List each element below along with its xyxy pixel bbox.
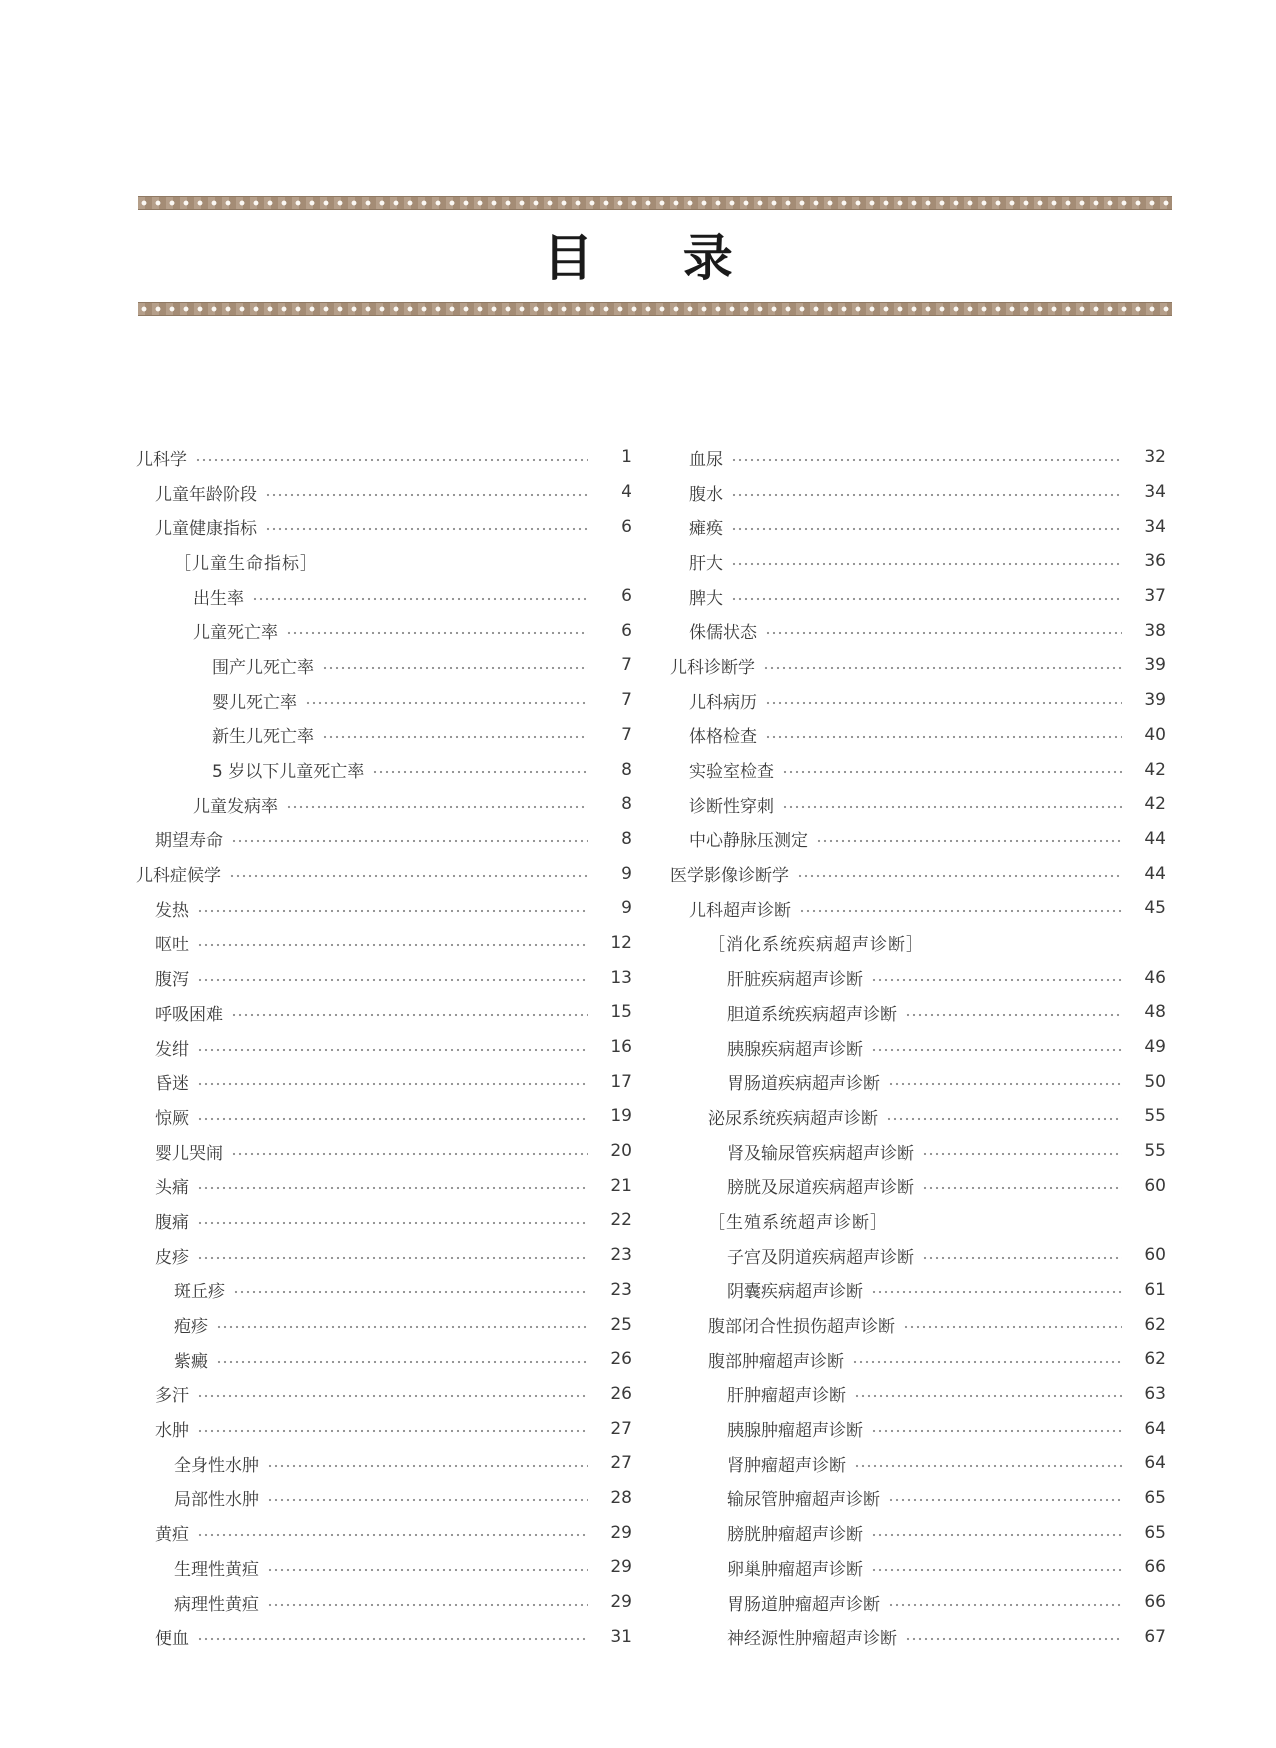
dot-leader [267,1559,588,1576]
dot-leader [286,796,588,813]
dot-leader [871,1420,1122,1437]
dot-leader [765,726,1122,743]
dot-leader [267,1455,588,1472]
toc-page-number: 23 [610,1279,632,1300]
toc-entry[interactable] [136,787,632,822]
dot-leader [888,1594,1122,1611]
toc-entry[interactable] [136,856,632,891]
toc-entry-title: 腹水 [689,484,723,505]
dot-leader [799,900,1122,917]
toc-entry[interactable] [670,1030,1166,1065]
toc-entry-title: 肝大 [689,553,723,574]
toc-page-number: 21 [610,1175,632,1196]
toc-entry-title: 发绀 [155,1039,189,1060]
toc-section-heading [670,1203,1166,1238]
toc-entry[interactable] [136,1550,632,1585]
toc-page-number: 12 [610,932,632,953]
toc-entry[interactable] [670,718,1166,753]
dot-leader [197,1177,588,1194]
dot-leader [197,969,588,986]
dot-leader [852,1351,1122,1368]
toc-page-number: 46 [1144,967,1166,988]
toc-entry-title: 全身性水肿 [174,1455,259,1476]
page-title: 目 录 [543,228,769,287]
toc-page-number: 60 [1144,1245,1166,1266]
toc-entry-title: 多汗 [155,1386,189,1407]
toc-entry[interactable] [136,995,632,1030]
toc-entry[interactable] [670,960,1166,995]
dot-leader [216,1351,588,1368]
toc-entry-title: 胃肠道疾病超声诊断 [727,1074,880,1095]
toc-entry-title: 腹部肿瘤超声诊断 [708,1351,844,1372]
toc-entry-title: 肝肿瘤超声诊断 [727,1386,846,1407]
toc-page-number: 39 [1144,690,1166,711]
toc-entry-title: 病理性黄疸 [174,1594,259,1615]
dot-leader [195,449,588,466]
toc-page-number: 7 [621,655,632,676]
toc-entry-title: 腹泻 [155,970,189,991]
toc-entry-title: 发热 [155,900,189,921]
toc-section-heading [136,544,632,579]
toc-entry[interactable] [670,752,1166,787]
toc-entry-title: 头痛 [155,1178,189,1199]
dot-leader [286,622,588,639]
toc-entry-title: ［儿童生命指标］ [174,553,318,574]
dot-leader [197,1385,588,1402]
dot-leader [197,1420,588,1437]
dot-leader [731,484,1122,501]
toc-entry-title: 婴儿死亡率 [212,692,297,713]
toc-entry[interactable] [670,1481,1166,1516]
toc-entry[interactable] [670,613,1166,648]
dot-leader [197,1524,588,1541]
toc-entry-title: 婴儿哭闹 [155,1143,223,1164]
toc-entry-title: 肾及输尿管疾病超声诊断 [727,1143,914,1164]
toc-entry[interactable] [136,1030,632,1065]
toc-entry-title: 围产儿死亡率 [212,657,314,678]
toc-entry[interactable] [670,440,1166,475]
toc-entry[interactable] [136,1515,632,1550]
toc-entry[interactable] [670,475,1166,510]
toc-entry[interactable] [670,1307,1166,1342]
toc-entry-title: 实验室检查 [689,762,774,783]
dot-leader [267,1594,588,1611]
toc-entry-title: 侏儒状态 [689,623,757,644]
toc-page-number: 20 [610,1141,632,1162]
toc-entry[interactable] [136,1342,632,1377]
dot-leader [372,761,588,778]
toc-page-number: 27 [610,1418,632,1439]
dot-leader [731,553,1122,570]
toc-page-number: 38 [1144,620,1166,641]
toc-page-number: 6 [621,516,632,537]
toc-entry[interactable] [136,1585,632,1620]
dot-leader [854,1455,1122,1472]
toc-entry-title: 肾肿瘤超声诊断 [727,1455,846,1476]
dot-leader [888,1489,1122,1506]
toc-entry-title: 胰腺疾病超声诊断 [727,1039,863,1060]
toc-entry-title: ［消化系统疾病超声诊断］ [708,935,924,956]
dot-leader [731,449,1122,466]
dot-leader [765,622,1122,639]
toc-entry-title: 儿童发病率 [193,796,278,817]
toc-entry-title: 儿科超声诊断 [689,900,791,921]
toc-column-left [136,440,632,1654]
toc-page-number: 64 [1144,1453,1166,1474]
toc-entry[interactable] [670,856,1166,891]
toc-page-number: 29 [610,1592,632,1613]
dot-leader [322,657,588,674]
toc-page-number: 34 [1144,516,1166,537]
toc-page-number: 45 [1144,898,1166,919]
toc-entry[interactable] [136,1238,632,1273]
dot-leader [252,588,588,605]
dot-leader [922,1143,1122,1160]
toc-entry[interactable] [670,579,1166,614]
toc-page-number: 62 [1144,1349,1166,1370]
toc-entry-title: 神经源性肿瘤超声诊断 [727,1629,897,1650]
toc-page-number: 31 [610,1626,632,1647]
toc-entry-title: 5 岁以下儿童死亡率 [212,762,365,783]
dot-leader [905,1628,1122,1645]
toc-entry[interactable] [670,1550,1166,1585]
toc-entry[interactable] [136,752,632,787]
dot-leader [922,1247,1122,1264]
toc-entry[interactable] [136,613,632,648]
toc-entry[interactable] [136,1619,632,1654]
dot-leader [871,1039,1122,1056]
toc-column-right [670,440,1166,1654]
toc-entry-title: 儿童健康指标 [155,519,257,540]
toc-page-number: 16 [610,1037,632,1058]
toc-page-number: 42 [1144,759,1166,780]
toc-page-number: 1 [621,447,632,468]
dot-leader [731,588,1122,605]
dot-leader [782,796,1122,813]
toc-entry[interactable] [670,1238,1166,1273]
toc-entry-title: 出生率 [193,588,244,609]
toc-page-number: 64 [1144,1418,1166,1439]
toc-entry-title: 局部性水肿 [174,1490,259,1511]
dot-leader [197,1628,588,1645]
dot-leader [197,900,588,917]
toc-entry-title: 呕吐 [155,935,189,956]
dot-leader [322,726,588,743]
dot-leader [305,692,588,709]
toc-entry-title: 胆道系统疾病超声诊断 [727,1004,897,1025]
toc-page-number: 44 [1144,828,1166,849]
dot-leader [905,1004,1122,1021]
toc-entry-title: 儿科病历 [689,692,757,713]
toc-page-number: 62 [1144,1314,1166,1335]
toc-page-number: 4 [621,482,632,503]
dot-leader [782,761,1122,778]
toc-page-number: 29 [610,1522,632,1543]
dot-leader [903,1316,1122,1333]
toc-entry-title: 阴囊疾病超声诊断 [727,1282,863,1303]
toc-page-number: 39 [1144,655,1166,676]
toc-entry[interactable] [670,787,1166,822]
dot-leader [197,934,588,951]
toc-entry-title: ［生殖系统超声诊断］ [708,1212,888,1233]
toc-entry[interactable] [136,1134,632,1169]
toc-page-number: 17 [610,1071,632,1092]
toc-page-number: 60 [1144,1175,1166,1196]
dot-leader [731,518,1122,535]
toc-page-number: 15 [610,1002,632,1023]
toc-page-number: 32 [1144,447,1166,468]
toc-entry[interactable] [670,1585,1166,1620]
dot-leader [871,1524,1122,1541]
toc-entry[interactable] [670,1168,1166,1203]
toc-page-number: 29 [610,1557,632,1578]
toc-page-number: 61 [1144,1279,1166,1300]
dot-leader [871,969,1122,986]
toc-entry-title: 腹部闭合性损伤超声诊断 [708,1317,895,1338]
toc-entry-title: 儿童年龄阶段 [155,484,257,505]
toc-entry-title: 便血 [155,1629,189,1650]
toc-page-number: 44 [1144,863,1166,884]
toc-entry[interactable] [670,1515,1166,1550]
toc-page-number: 7 [621,690,632,711]
dot-leader [871,1559,1122,1576]
toc-entry-title: 体格检查 [689,727,757,748]
toc-entry[interactable] [670,544,1166,579]
toc-entry[interactable] [670,822,1166,857]
toc-entry[interactable] [670,1446,1166,1481]
dot-leader [886,1108,1122,1125]
toc-entry[interactable] [670,1134,1166,1169]
toc-entry[interactable] [136,509,632,544]
toc-entry-title: 膀胱肿瘤超声诊断 [727,1525,863,1546]
toc-entry-title: 斑丘疹 [174,1282,225,1303]
toc-entry[interactable] [136,960,632,995]
toc-entry[interactable] [670,1377,1166,1412]
toc-page-number: 6 [621,586,632,607]
toc-entry[interactable] [670,1064,1166,1099]
toc-page-number: 50 [1144,1071,1166,1092]
dot-leader [854,1385,1122,1402]
toc-page-number: 34 [1144,482,1166,503]
toc-entry-title: 泌尿系统疾病超声诊断 [708,1108,878,1129]
ornamental-border-bottom [138,302,1172,316]
toc-section-heading [670,926,1166,961]
toc-entry[interactable] [136,1203,632,1238]
toc-page-number: 28 [610,1487,632,1508]
toc-entry[interactable] [670,1411,1166,1446]
toc-entry-title: 皮疹 [155,1247,189,1268]
toc-entry-title: 胃肠道肿瘤超声诊断 [727,1594,880,1615]
toc-page-number: 40 [1144,724,1166,745]
dot-leader [197,1039,588,1056]
toc-entry-title: 医学影像诊断学 [670,866,789,887]
toc-page-number: 66 [1144,1592,1166,1613]
toc-entry[interactable] [136,1377,632,1412]
dot-leader [231,1143,588,1160]
toc-entry-title: 惊厥 [155,1108,189,1129]
dot-leader [265,484,588,501]
toc-page-number: 13 [610,967,632,988]
dot-leader [765,692,1122,709]
dot-leader [888,1073,1122,1090]
toc-entry-title: 脾大 [689,588,723,609]
dot-leader [816,830,1122,847]
dot-leader [197,1247,588,1264]
toc-entry-title: 疱疹 [174,1317,208,1338]
ornamental-border-top [138,196,1172,210]
dot-leader [265,518,588,535]
dot-leader [197,1073,588,1090]
toc-page-number: 7 [621,724,632,745]
toc-page-number: 27 [610,1453,632,1474]
toc-entry-title: 呼吸困难 [155,1004,223,1025]
toc-entry[interactable] [136,1446,632,1481]
toc-page-number: 36 [1144,551,1166,572]
toc-entry[interactable] [136,822,632,857]
toc-page-number: 63 [1144,1383,1166,1404]
toc-page-number: 55 [1144,1106,1166,1127]
toc-page-number: 6 [621,620,632,641]
toc-entry[interactable] [670,1273,1166,1308]
toc-entry[interactable] [136,579,632,614]
toc-page-number: 25 [610,1314,632,1335]
toc-entry-title: 膀胱及尿道疾病超声诊断 [727,1178,914,1199]
dot-leader [231,1004,588,1021]
toc-entry[interactable] [670,683,1166,718]
toc-page-number: 19 [610,1106,632,1127]
toc-entry[interactable] [136,683,632,718]
toc-entry[interactable] [136,475,632,510]
toc-page-number: 67 [1144,1626,1166,1647]
dot-leader [922,1177,1122,1194]
toc-entry-title: 期望寿命 [155,831,223,852]
toc-entry[interactable] [136,1481,632,1516]
toc-entry-title: 黄疸 [155,1525,189,1546]
toc-entry-title: 儿童死亡率 [193,623,278,644]
dot-leader [197,1212,588,1229]
toc-entry-title: 卵巢肿瘤超声诊断 [727,1559,863,1580]
toc-page-number: 48 [1144,1002,1166,1023]
toc-page-number: 42 [1144,794,1166,815]
toc-entry[interactable] [670,1619,1166,1654]
toc-entry[interactable] [136,1064,632,1099]
toc-entry-title: 昏迷 [155,1074,189,1095]
toc-entry[interactable] [670,995,1166,1030]
toc-entry[interactable] [136,1168,632,1203]
toc-page-number: 26 [610,1349,632,1370]
toc-page-number: 8 [621,759,632,780]
dot-leader [197,1108,588,1125]
toc-entry[interactable] [136,1273,632,1308]
toc-page-number: 37 [1144,586,1166,607]
toc-entry[interactable] [136,440,632,475]
toc-entry-title: 紫癜 [174,1351,208,1372]
dot-leader [231,830,588,847]
toc-page-number: 8 [621,828,632,849]
toc-page-number: 55 [1144,1141,1166,1162]
dot-leader [233,1281,588,1298]
toc-entry[interactable] [136,926,632,961]
toc-entry[interactable] [136,1411,632,1446]
toc-entry-title: 中心静脉压测定 [689,831,808,852]
toc-page-number: 9 [621,898,632,919]
toc-entry[interactable] [670,648,1166,683]
toc-page-number: 22 [610,1210,632,1231]
toc-page-number: 65 [1144,1522,1166,1543]
toc-entry-title: 血尿 [689,449,723,470]
toc-entry[interactable] [136,718,632,753]
toc-entry[interactable] [136,648,632,683]
toc-entry[interactable] [670,509,1166,544]
toc-entry-title: 儿科学 [136,449,187,470]
toc-page-number: 49 [1144,1037,1166,1058]
toc-page-number: 8 [621,794,632,815]
toc-entry[interactable] [670,891,1166,926]
toc-entry[interactable] [136,891,632,926]
toc-entry-title: 腹痛 [155,1212,189,1233]
toc-entry-title: 诊断性穿刺 [689,796,774,817]
toc-page-number: 26 [610,1383,632,1404]
dot-leader [229,865,588,882]
toc-entry-title: 瘫痪 [689,519,723,540]
toc-entry-title: 儿科诊断学 [670,657,755,678]
toc-entry-title: 胰腺肿瘤超声诊断 [727,1421,863,1442]
dot-leader [763,657,1122,674]
toc-page-number: 66 [1144,1557,1166,1578]
toc-entry-title: 水肿 [155,1421,189,1442]
toc-page-number: 9 [621,863,632,884]
toc-entry-title: 新生儿死亡率 [212,727,314,748]
toc-entry[interactable] [670,1099,1166,1134]
dot-leader [871,1281,1122,1298]
toc-entry-title: 输尿管肿瘤超声诊断 [727,1490,880,1511]
toc-page-number: 23 [610,1245,632,1266]
toc-page-number: 65 [1144,1487,1166,1508]
toc-entry-title: 儿科症候学 [136,866,221,887]
toc-entry[interactable] [136,1099,632,1134]
toc-entry-title: 肝脏疾病超声诊断 [727,970,863,991]
toc-entry[interactable] [136,1307,632,1342]
dot-leader [267,1489,588,1506]
dot-leader [797,865,1122,882]
toc-entry[interactable] [670,1342,1166,1377]
toc-entry-title: 子宫及阴道疾病超声诊断 [727,1247,914,1268]
toc-entry-title: 生理性黄疸 [174,1559,259,1580]
dot-leader [216,1316,588,1333]
